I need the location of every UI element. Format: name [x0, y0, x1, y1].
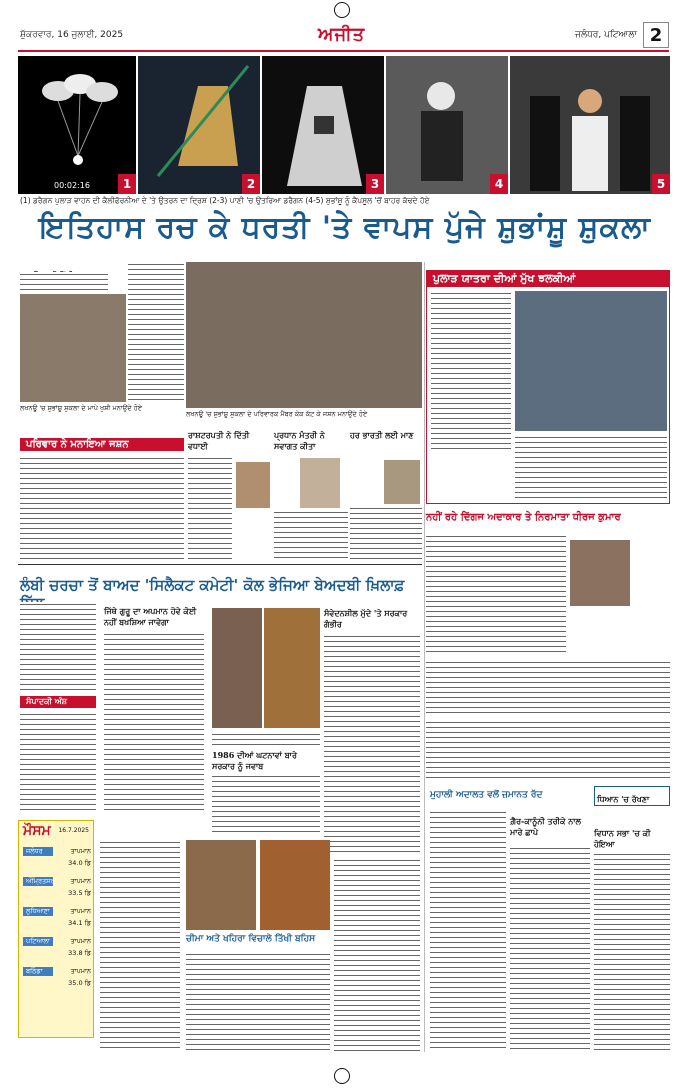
khaira-photo [260, 840, 330, 930]
photo-number: 5 [652, 174, 670, 194]
weather-row: 34.0 ਡਿ [68, 859, 91, 867]
story-text [430, 810, 506, 1050]
weather-row: 33.8 ਡਿ [68, 949, 91, 957]
president-headline: ਰਾਸ਼ਟਰਪਤੀ ਨੇ ਦਿੱਤੀ ਵਧਾਈ [188, 430, 250, 451]
celebration-photo [186, 262, 422, 408]
masthead [18, 22, 669, 52]
photo-parachute [18, 56, 136, 194]
photo-strip-caption: (1) ਡਰੈਗਨ ਪੁਲਾੜ ਵਾਹਨ ਦੀ ਕੈਲੀਫੋਰਨੀਆ ਦੇ 'ਤੇ ਉਤਰਨ ਦਾ ਦ੍ਰਿਸ਼ (2-3) ਪਾਣੀ 'ਚ ਉਤਰਿਆ ਡਰੈਗਨ (4-5) ਸ਼ੁਭਾਂਸ਼ੂ ਨੂੰ ਕੈਪਸੂਲ 'ਚੋਂ ਬਾਹਰ ਕੱਢਦੇ ਹੋਏ [20, 196, 430, 205]
s1986-headline: 1986 ਦੀਆਂ ਘਟਨਾਵਾਂ ਬਾਰੇ ਸਰਕਾਰ ਨੂੰ ਜਵਾਬ [212, 750, 297, 771]
photo-shubhanshu-exit [510, 56, 670, 194]
cheema-photo [186, 840, 256, 930]
weather-row: 35.0 ਡਿ [68, 979, 91, 987]
story-text [274, 510, 348, 560]
pm-photo [300, 458, 340, 508]
minister-photo [264, 608, 320, 728]
side-headline: ਵਿਧਾਨ ਸਭਾ 'ਚ ਕੀ ਹੋਇਆ [594, 828, 651, 849]
story-text [426, 534, 566, 654]
jakhar-headline: ਸੰਵੇਦਨਸ਼ੀਲ ਮੁੱਦੇ 'ਤੇ ਸਰਕਾਰ ਗੰਭੀਰ [324, 608, 408, 629]
dhyan-box: ਧਿਆਨ 'ਚ ਰੱਖਣਾ [594, 786, 670, 806]
minister-photo [384, 460, 420, 504]
registration-mark-icon [334, 2, 350, 18]
story-text [334, 858, 420, 1052]
weather-title: ਮੌਸਮ [23, 823, 51, 839]
story-text [100, 840, 180, 1052]
court-headline: ਮੁਹਾਲੀ ਅਦਾਲਤ ਵਲੋਂ ਜ਼ਮਾਨਤ ਰੱਦ [430, 790, 543, 800]
story-text [594, 852, 670, 1050]
photo-number: 2 [242, 174, 260, 194]
highlights-text [431, 291, 511, 449]
dheeraj-headline: ਨਹੀਂ ਰਹੇ ਦਿੱਗਜ ਅਦਾਕਾਰ ਤੇ ਨਿਰਮਾਤਾ ਧੀਰਜ ਕੁਮਾਰ [426, 512, 621, 523]
story-text [20, 456, 184, 560]
story-text [20, 272, 108, 292]
story-text [20, 712, 96, 812]
issue-date: ਸ਼ੁੱਕਰਵਾਰ, 16 ਜੁਲਾਈ, 2025 [20, 30, 124, 40]
cm-headline: ਜਿੱਥੇ ਗੁਰੂ ਦਾ ਅਪਮਾਨ ਹੋਵੇ ਕੋਈ ਨਹੀਂ ਬਖਸ਼ਿਆ ਜਾਵੇਗਾ [104, 606, 197, 627]
column-rule [424, 262, 425, 1052]
story-text [20, 602, 96, 692]
story-text [426, 660, 670, 716]
highlights-header: ਪੁਲਾੜ ਯਾਤਰਾ ਦੀਆਂ ਮੁੱਖ ਝਲਕੀਆਂ [427, 271, 669, 287]
story-text [350, 506, 422, 560]
mla-photo [212, 608, 262, 728]
crowd-photo [515, 291, 667, 431]
photo-capsule-sea [138, 56, 260, 194]
story-text [188, 456, 232, 560]
highlights-box [426, 270, 670, 504]
family-photo [20, 294, 126, 402]
photo-capsule-recovery [262, 56, 384, 194]
weather-row: 34.1 ਡਿ [68, 919, 91, 927]
weather-date: 16.7.2025 [58, 827, 89, 834]
gair-headline: ਗ਼ੈਰ-ਕਾਨੂੰਨੀ ਤਰੀਕੇ ਨਾਲ ਮਾਰੇ ਛਾਪੇ [510, 816, 581, 837]
photo-caption [212, 732, 320, 746]
story-text [510, 846, 590, 1050]
weather-row: ਅੰਮ੍ਰਿਤਸਰ ਤਾਪਮਾਨ [23, 877, 91, 886]
bill-headline: ਲੰਬੀ ਚਰਚਾ ਤੋਂ ਬਾਅਦ 'ਸਿਲੈਕਟ ਕਮੇਟੀ' ਕੋਲ ਭੇਜਿਆ ਬੇਅਦਬੀ ਖ਼ਿਲਾਫ਼ [20, 576, 405, 594]
weather-row: ਪਟਿਆਲਾ ਤਾਪਮਾਨ [23, 937, 91, 946]
story-text [426, 720, 670, 780]
sidebar-title: ਸੰਪਾਦਕੀ ਅੰਸ਼ [20, 696, 96, 708]
story-text [104, 632, 204, 812]
story-text [324, 634, 420, 854]
celebration-caption: ਲਖਨਊ 'ਚ ਸ਼ੁਭਾਂਸ਼ੂ ਸ਼ੁਕਲਾ ਦੇ ਪਰਿਵਾਰਕ ਮੈਂਬਰ ਕੇਕ ਕੱਟ ਕੇ ਜਸ਼ਨ ਮਨਾਉਂਦੇ ਹੋਏ [186, 410, 368, 418]
photo-number: 4 [490, 174, 508, 194]
story-text [128, 262, 184, 404]
story-text [186, 952, 330, 1052]
section-rule [18, 564, 422, 565]
weather-row: ਜਲੰਧਰ ਤਾਪਮਾਨ [23, 847, 91, 856]
astronaut-icon [510, 56, 670, 194]
family-section-header: ਪਰਿਵਾਰ ਨੇ ਮਨਾਇਆ ਜਸ਼ਨ [20, 438, 184, 451]
dheeraj-photo [570, 540, 630, 606]
edition-city: ਜਲੰਧਰ, ਪਟਿਆਲਾ [575, 30, 637, 40]
page-number: 2 [643, 22, 669, 48]
highlights-text [515, 435, 667, 501]
photo-number: 3 [366, 174, 384, 194]
rajnath-headline: ਹਰ ਭਾਰਤੀ ਲਈ ਮਾਣ [350, 430, 414, 440]
family-caption: ਲਖਨਊ 'ਚ ਸ਼ੁਭਾਂਸ਼ੂ ਸ਼ੁਕਲਾ ਦੇ ਮਾਪੇ ਖੁਸ਼ੀ ਮਨਾਉਂਦੇ ਹੋਏ [20, 404, 143, 412]
photo-number: 1 [118, 174, 136, 194]
main-headline: ਇਤਿਹਾਸ ਰਚ ਕੇ ਧਰਤੀ 'ਤੇ ਵਾਪਸ ਪੁੱਜੇ ਸ਼ੁਭਾਂਸ਼ੂ ਸ਼ੁਕਲਾ [39, 210, 651, 245]
photo-astronaut-exit [386, 56, 508, 194]
weather-row: 33.5 ਡਿ [68, 889, 91, 897]
registration-mark-icon [334, 1068, 350, 1084]
weather-row: ਬਠਿੰਡਾ ਤਾਪਮਾਨ [23, 967, 91, 976]
weather-row: ਲੁਧਿਆਣਾ ਤਾਪਮਾਨ [23, 907, 91, 916]
president-photo [236, 462, 270, 508]
story-text [212, 774, 320, 834]
newspaper-logo: ਅਜੀਤ [318, 24, 366, 45]
video-timestamp: 00:02:16 [54, 181, 90, 190]
pm-headline: ਪ੍ਰਧਾਨ ਮੰਤਰੀ ਨੇ ਸਵਾਗਤ ਕੀਤਾ [274, 430, 325, 451]
weather-box [18, 820, 94, 1038]
cheema-headline: ਚੀਮਾ ਅਤੇ ਖਹਿਰਾ ਵਿਚਾਲੇ ਤਿੱਖੀ ਬਹਿਸ [186, 934, 316, 944]
